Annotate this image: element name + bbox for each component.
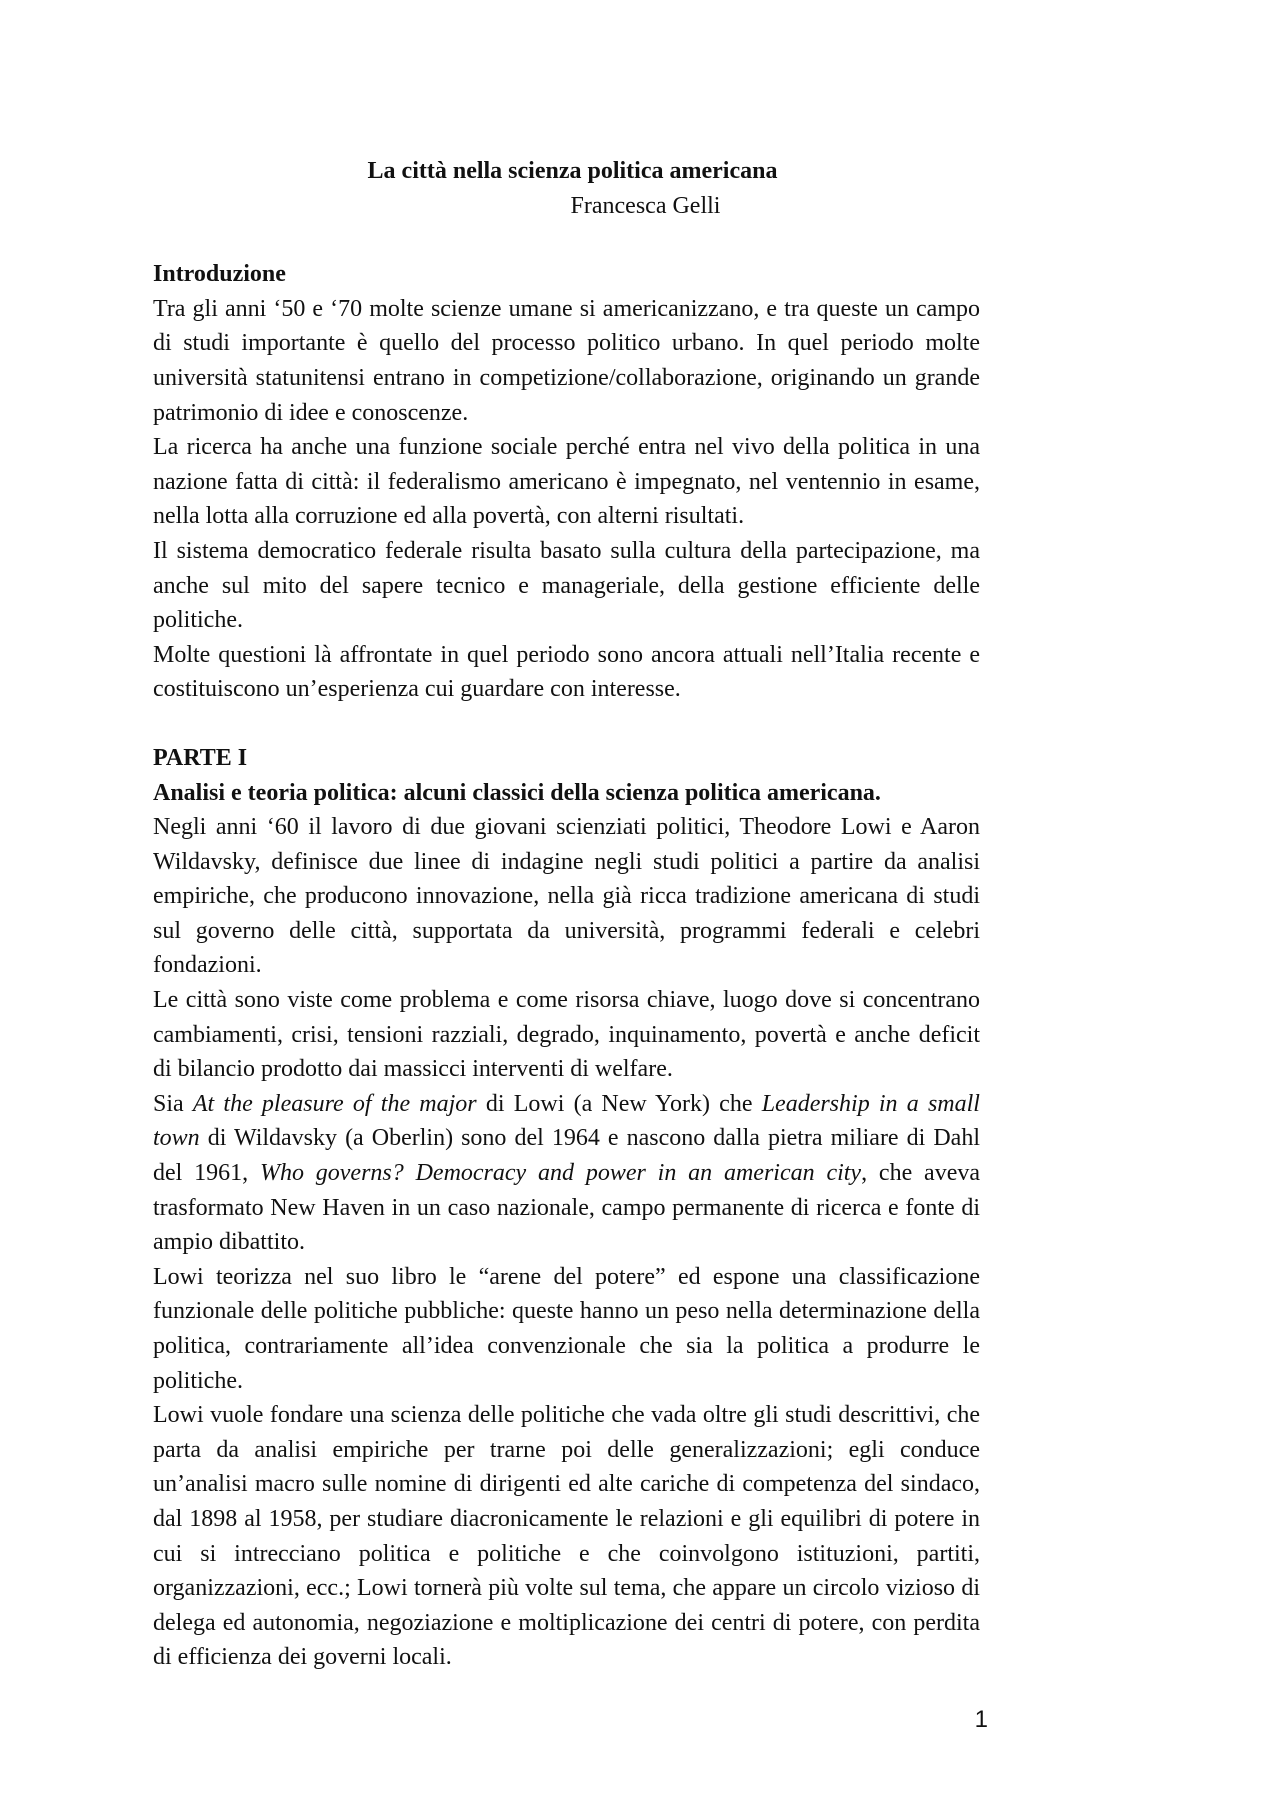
- text-run: Sia: [153, 1090, 193, 1117]
- intro-paragraph: Il sistema democratico federale risulta basato sulla cultura della partecipazione, ma anche sul mito del sapere tecnico e manageriale, della gestione efficiente delle politiche.: [153, 537, 980, 634]
- page-number: 1: [974, 1706, 988, 1733]
- part-heading: PARTE I: [153, 744, 248, 771]
- intro-heading: Introduzione: [153, 261, 286, 288]
- book-title: At the pleasure of the major: [192, 1090, 477, 1117]
- document-author: Francesca Gelli: [570, 192, 721, 219]
- books-paragraph: [153, 1087, 980, 1260]
- document-body: [153, 154, 980, 1675]
- document-title: La città nella scienza politica americana: [367, 158, 778, 184]
- intro-paragraph: Molte questioni là affrontate in quel periodo sono ancora attuali nell’Italia recente e costituiscono un’esperienza cui guardare con interesse.: [153, 641, 980, 703]
- body-paragraph: Negli anni ‘60 il lavoro di due giovani scienziati politici, Theodore Lowi e Aaron Wildavsky, definisce due linee di indagine negli studi politici a partire da analisi empiriche, che producono innovazione, nella già ricca tradizione americana di studi sul governo delle città, supportata da università, programmi federali e celebri fondazioni.: [153, 814, 980, 979]
- body-paragraph: Le città sono viste come problema e come risorsa chiave, luogo dove si concentrano cambiamenti, crisi, tensioni razziali, degrado, inquinamento, povertà e anche deficit di bilancio prodotto dai massicci interventi di welfare.: [153, 987, 980, 1083]
- text-run: di Lowi (a New York) che: [476, 1090, 762, 1117]
- body-paragraph: Lowi teorizza nel suo libro le “arene del potere” ed espone una classificazione funzionale delle politiche pubbliche: queste hanno un peso nella determinazione della politica, contrariamente all’idea convenzionale che sia la politica a produrre le politiche.: [153, 1263, 980, 1394]
- book-title: Leadership in a small town: [153, 1090, 980, 1152]
- text-run: di Wildavsky (a Oberlin) sono del 1964 e nascono dalla pietra miliare di Dahl del 1961,: [153, 1125, 980, 1187]
- part-subheading: Analisi e teoria politica: alcuni classici della scienza politica americana.: [153, 779, 881, 806]
- body-paragraph: Lowi vuole fondare una scienza delle politiche che vada oltre gli studi descrittivi, che parta da analisi empiriche per trarne poi delle generalizzazioni; egli conduce un’analisi macro sulle nomine di dirigenti ed alte cariche di competenza del sindaco, dal 1898 al 1958, per studiare diacronicamente le relazioni e gli equilibri di potere in cui si intrecciano politica e politiche e che coinvolgono istituzioni, partiti, organizzazioni, ecc.; Lowi tornerà più volte sul tema, che appare un circolo vizioso di delega ed autonomia, negoziazione e moltiplicazione dei centri di potere, con perdita di efficienza dei governi locali.: [153, 1402, 980, 1671]
- book-title: Who governs? Democracy and power in an american city: [259, 1160, 862, 1187]
- text-run: , che aveva trasformato New Haven in un caso nazionale, campo permanente di ricerca e fonte di ampio dibattito.: [153, 1160, 980, 1256]
- intro-paragraph: Tra gli anni ‘50 e ‘70 molte scienze umane si americanizzano, e tra queste un campo di studi importante è quello del processo politico urbano. In quel periodo molte università statunitensi entrano in competizione/collaborazione, originando un grande patrimonio di idee e conoscenze.: [153, 295, 980, 426]
- intro-paragraph: La ricerca ha anche una funzione sociale perché entra nel vivo della politica in una nazione fatta di città: il federalismo americano è impegnato, nel ventennio in esame, nella lotta alla corruzione ed alla povertà, con alterni risultati.: [153, 434, 980, 530]
